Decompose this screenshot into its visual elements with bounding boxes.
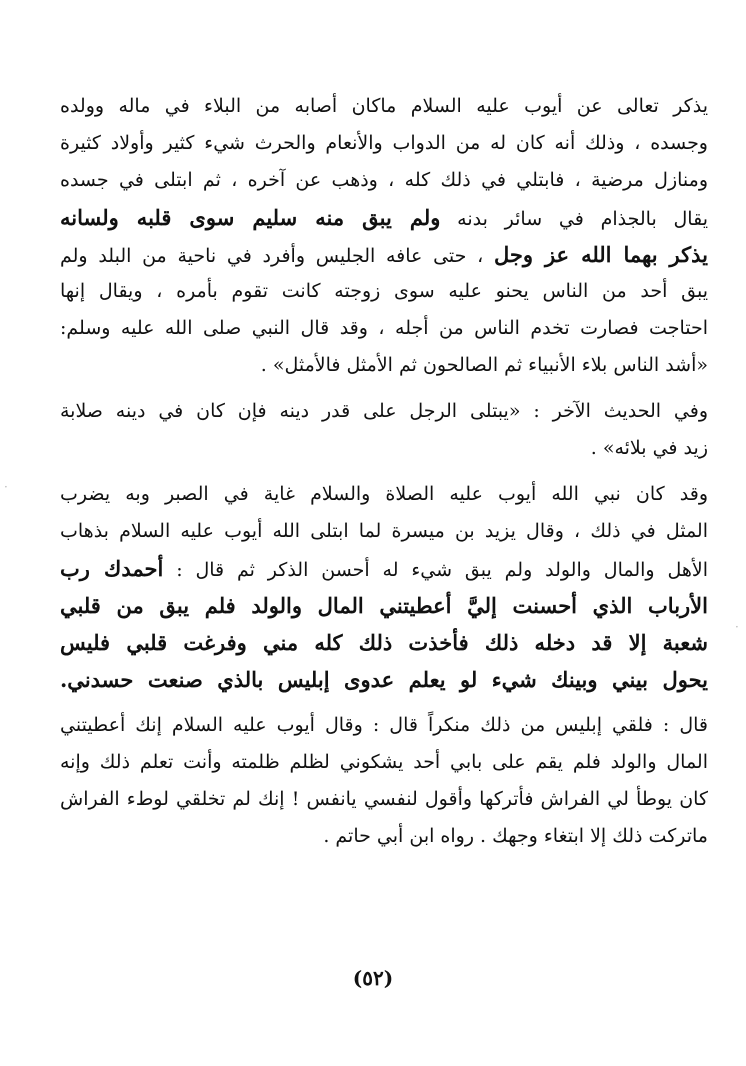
text-run: المال والولد فلم يقم على بابي أحد يشكوني لظلم ظلمته وأنت تعلم ذلك وإنه — [60, 751, 708, 773]
text-run: يبق أحد من الناس يحنو عليه سوى زوجته كانت تقوم بأمره ، ويقال إنها — [60, 280, 708, 302]
text-run: يذكر تعالى عن أيوب عليه السلام ماكان أصابه من البلاء في ماله وولده — [60, 95, 708, 117]
paragraph-gap — [60, 384, 708, 393]
text-run: ماتركت ذلك إلا ابتغاء وجهك . رواه ابن أبي حاتم . — [323, 825, 708, 847]
text-run: كان يوطأ لي الفراش فأتركها وأقول لنفسي يانفس ! إنك لم تخلقي لوطء الفراش — [60, 788, 708, 810]
text-line — [60, 550, 708, 587]
bold-text-run: ولم يبق منه سليم سوى قلبه ولسانه — [60, 205, 441, 230]
text-line — [60, 393, 708, 430]
text-line — [60, 624, 708, 661]
text-run: المثل في ذلك ، وقال يزيد بن ميسرة لما ابتلى الله أيوب عليه السلام بذهاب — [60, 520, 708, 542]
text-line — [60, 744, 708, 781]
text-run: الأهل والمال والولد ولم يبق شيء له أحسن الذكر ثم قال : — [163, 559, 708, 581]
text-run: وقد كان نبي الله أيوب عليه الصلاة والسلام غاية في الصبر وبه يضرب — [60, 483, 708, 505]
margin-speck: · — [735, 620, 739, 634]
text-line — [60, 88, 708, 125]
text-line — [60, 236, 708, 273]
text-line — [60, 310, 708, 347]
bold-text-run: شعبة إلا قد دخله ذلك فأخذت ذلك كله مني وفرغت قلبي فليس — [60, 630, 708, 655]
text-run: ، حتى عافه الجليس وأفرد في ناحية من البلد ولم — [60, 245, 494, 267]
text-line — [60, 707, 708, 744]
text-line — [60, 347, 708, 384]
text-run: وجسده ، وذلك أنه كان له من الدواب والأنعام والحرث شيء كثير وأولاد كثيرة — [60, 132, 708, 154]
page-number: (٥٢) — [352, 966, 394, 990]
text-line — [60, 273, 708, 310]
text-run: وفي الحديث الآخر : «يبتلى الرجل على قدر دينه فإن كان في دينه صلابة — [60, 400, 708, 422]
text-line — [60, 818, 708, 855]
text-run: يقال بالجذام في سائر بدنه — [440, 208, 708, 230]
text-line — [60, 587, 708, 624]
bold-text-run: الأرباب الذي أحسنت إليَّ أعطيتني المال والولد فلم يبق من قلبي — [60, 593, 708, 618]
text-line — [60, 661, 708, 698]
margin-speck: · — [4, 480, 8, 494]
bold-text-run: أحمدك رب — [60, 556, 164, 581]
page-body-text — [60, 88, 708, 855]
bold-text-run: يذكر بهما الله عز وجل — [493, 242, 708, 267]
text-line — [60, 781, 708, 818]
text-run: زيد في بلائه» . — [590, 437, 708, 459]
text-line — [60, 125, 708, 162]
paragraph-gap — [60, 467, 708, 476]
text-run: ومنازل مرضية ، فابتلي في ذلك كله ، وذهب عن آخره ، ثم ابتلى في جسده — [60, 169, 708, 191]
text-line — [60, 199, 708, 236]
text-run: قال : فلقي إبليس من ذلك منكراً قال : وقال أيوب عليه السلام إنك أعطيتني — [60, 714, 708, 736]
text-line — [60, 430, 708, 467]
bold-text-run: يحول بيني وبينك شيء لو يعلم عدوى إبليس بالذي صنعت حسدني. — [60, 667, 708, 692]
paragraph-gap — [60, 698, 708, 707]
text-run: «أشد الناس بلاء الأنبياء ثم الصالحون ثم الأمثل فالأمثل» . — [260, 354, 708, 376]
text-line — [60, 162, 708, 199]
text-line — [60, 513, 708, 550]
text-run: احتاجت فصارت تخدم الناس من أجله ، وقد قال النبي صلى الله عليه وسلم: — [60, 317, 708, 339]
text-line — [60, 476, 708, 513]
